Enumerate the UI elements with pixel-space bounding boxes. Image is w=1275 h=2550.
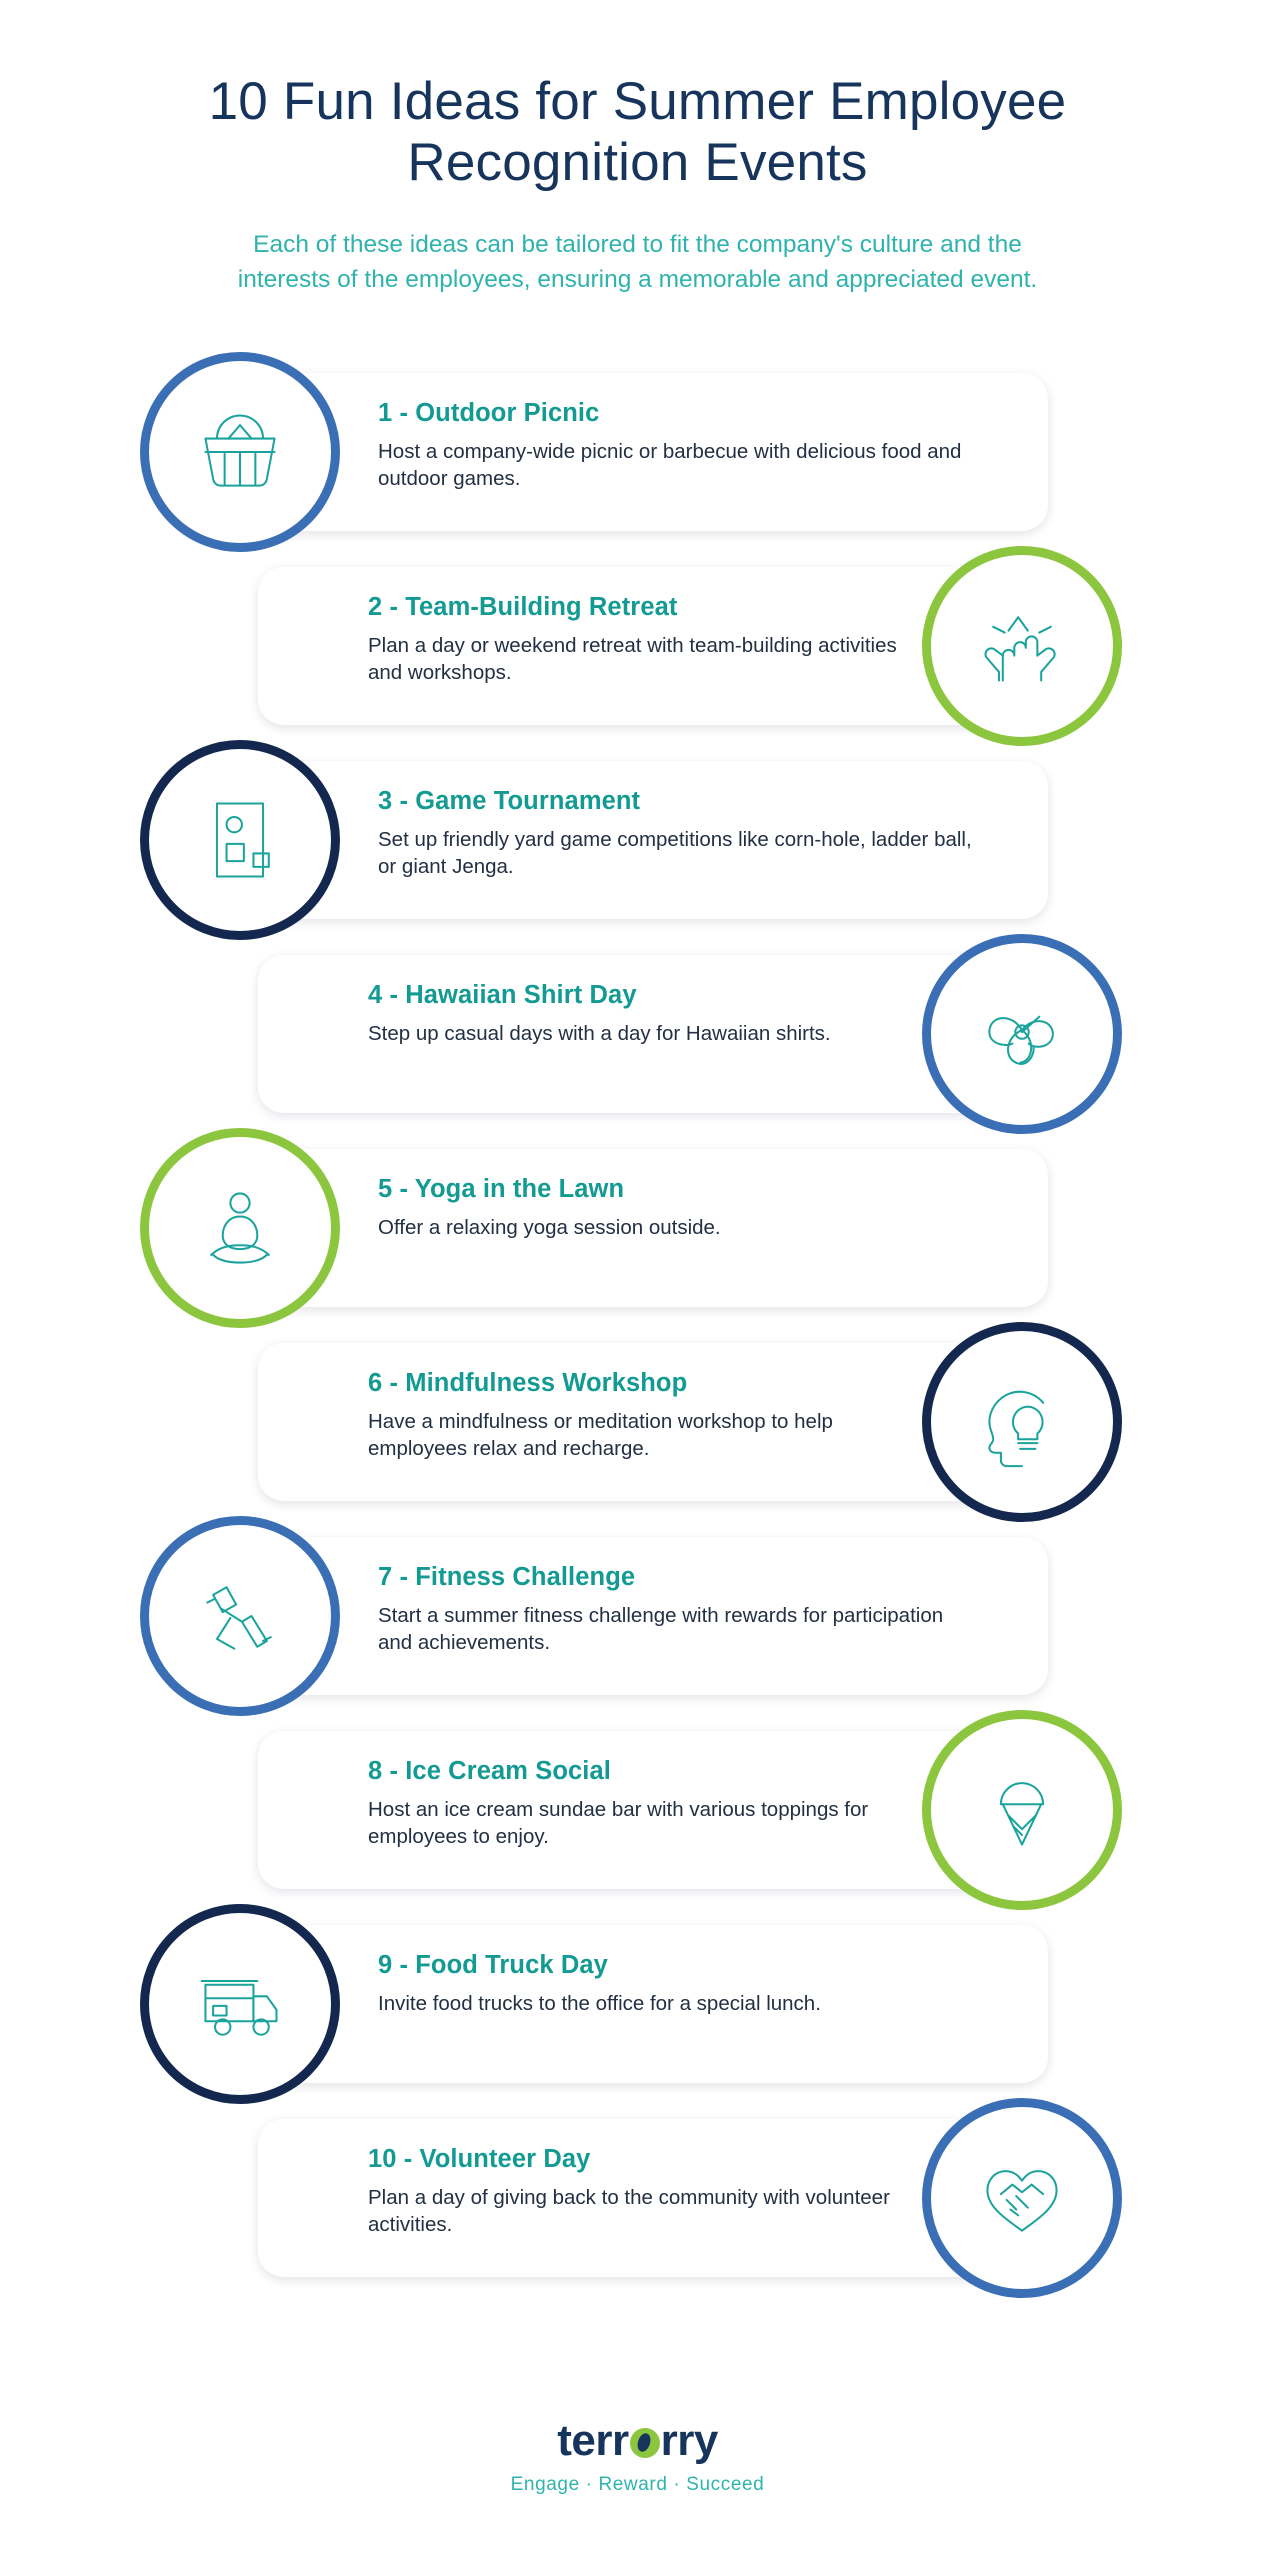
heart-handshake-icon [922,2098,1122,2298]
idea-row [0,1325,1275,1519]
teamwork-hands-icon [922,546,1122,746]
logo-text-part1: terr [557,2416,629,2465]
idea-title: 10 - Volunteer Day [368,2145,591,2174]
terryberry-logo [557,2416,718,2466]
dumbbell-arm-icon [140,1516,340,1716]
idea-row [0,2101,1275,2295]
hibiscus-flower-icon [922,934,1122,1134]
ice-cream-cone-icon [922,1710,1122,1910]
ice-cream-cone-icon-glyph [974,1762,1070,1858]
picnic-basket-icon-glyph [192,404,288,500]
heart-handshake-icon-glyph [974,2150,1070,2246]
footer [0,2416,1275,2496]
idea-description: Host a company-wide picnic or barbecue with delicious food and outdoor games. [378,440,962,491]
idea-row [0,1519,1275,1713]
logo-text-part3: rry [660,2416,718,2465]
idea-description: Offer a relaxing yoga session outside. [378,1216,721,1240]
idea-title: 1 - Outdoor Picnic [378,399,600,428]
idea-title: 3 - Game Tournament [378,787,641,816]
food-truck-icon-glyph [192,1956,288,2052]
idea-title: 9 - Food Truck Day [378,1951,608,1980]
idea-card [258,761,1048,919]
idea-description: Set up friendly yard game competitions like corn-hole, ladder ball, or giant Jenga. [378,828,972,879]
idea-title: 8 - Ice Cream Social [368,1757,611,1786]
idea-title: 6 - Mindfulness Workshop [368,1369,688,1398]
idea-card [258,373,1048,531]
idea-title: 4 - Hawaiian Shirt Day [368,981,637,1010]
idea-description: Start a summer fitness challenge with rewards for participation and achievements. [378,1604,944,1655]
idea-description: Plan a day or weekend retreat with team-building activities and workshops. [368,634,897,685]
idea-row [0,937,1275,1131]
food-truck-icon [140,1904,340,2104]
logo-tagline: Engage · Reward · Succeed [510,2474,765,2495]
yoga-meditation-icon-glyph [192,1180,288,1276]
idea-row [0,1131,1275,1325]
idea-description: Invite food trucks to the office for a special lunch. [378,1992,821,2016]
logo-berry-icon [630,2428,660,2458]
idea-title: 7 - Fitness Challenge [378,1563,636,1592]
page-title: 10 Fun Ideas for Summer Employee Recognition Events [208,72,1067,192]
dumbbell-arm-icon-glyph [192,1568,288,1664]
idea-row [0,1907,1275,2101]
head-lightbulb-icon [922,1322,1122,1522]
head-lightbulb-icon-glyph [974,1374,1070,1470]
cornhole-board-icon-glyph [192,792,288,888]
idea-card [258,1149,1048,1307]
idea-row [0,1713,1275,1907]
teamwork-hands-icon-glyph [974,598,1070,694]
cornhole-board-icon [140,740,340,940]
idea-description: Step up casual days with a day for Hawaiian shirts. [368,1022,831,1046]
idea-description: Plan a day of giving back to the community with volunteer activities. [368,2186,890,2237]
idea-row [0,355,1275,549]
page-subtitle: Each of these ideas can be tailored to fit the company's culture and the interests of the employees, ensuring a memorable and appreciated event. [237,230,1038,293]
idea-row [0,549,1275,743]
hibiscus-flower-icon-glyph [974,986,1070,1082]
idea-row [0,743,1275,937]
idea-card [258,1925,1048,2083]
yoga-meditation-icon [140,1128,340,1328]
idea-description: Host an ice cream sundae bar with various toppings for employees to enjoy. [368,1798,869,1849]
idea-title: 5 - Yoga in the Lawn [378,1175,625,1204]
idea-list [0,355,1275,2295]
picnic-basket-icon [140,352,340,552]
idea-card [258,1537,1048,1695]
idea-description: Have a mindfulness or meditation workshop to help employees relax and recharge. [368,1410,833,1461]
header [0,0,1275,297]
idea-title: 2 - Team-Building Retreat [368,593,678,622]
